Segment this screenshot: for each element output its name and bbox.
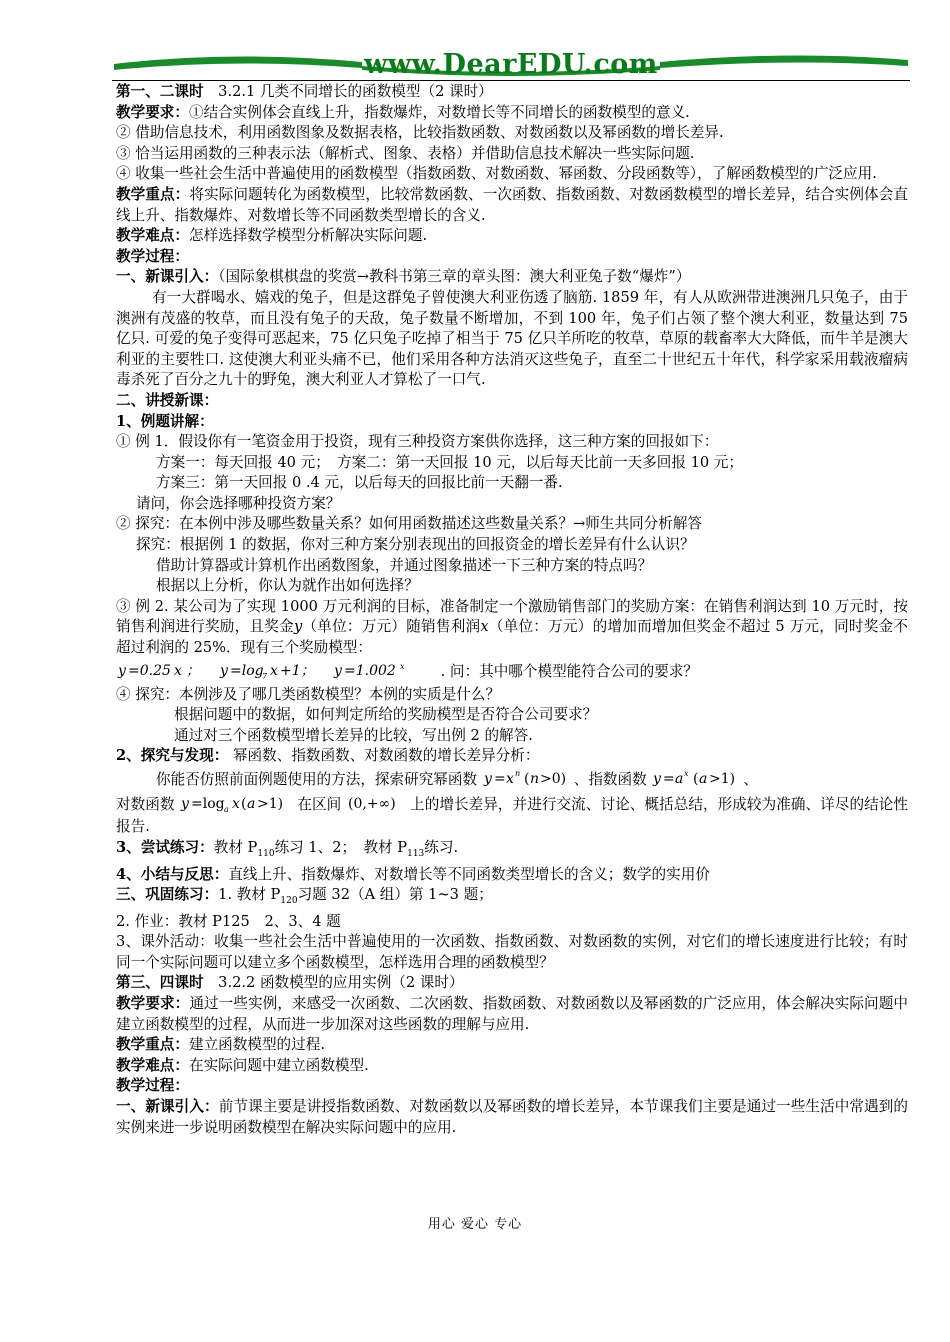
svg-text:y: y (483, 771, 492, 787)
s1-intro: 一、新课引入：（国际象棋棋盘的奖赏→教科书第三章的章头图：澳大利亚兔子数“爆炸”） (116, 268, 691, 286)
explore-4b: 根据问题中的数据，如何判定所给的奖励模型是否符合公司要求？ (174, 706, 598, 724)
site-url: www.DearEDU.com (364, 49, 658, 80)
site-banner (112, 48, 910, 82)
reward-models: y =0.25 x ； y =log 7 x +1； y =1.002 x . 问：其中哪个模型能符合公司的要求？ (118, 661, 699, 680)
s1-key-points: 教学重点：将实际问题转化为函数模型，比较常数函数、一次函数、指数函数、对数函数模型的增长差异，结合实例体会直线上升、指数爆炸、对数增长等不同函数类型增长的含义. (116, 185, 908, 224)
svg-text:x: x (174, 662, 182, 679)
discovery-line1: 你能否仿照前面例题使用的方法，探索研究幂函数 y = x n ( n >0) 、指数函数 y = a x ( a >1) 、 (156, 769, 758, 788)
model-formulas (116, 663, 441, 680)
svg-text:>1): >1) (709, 771, 736, 787)
s1-process: 教学过程： (116, 247, 189, 265)
svg-text:=: = (493, 771, 506, 787)
s2-intro: 一、新课引入：前节课主要是讲授指数函数、对数函数以及幂函数的增长差异，本节课我们主要是通过一些生活中常遇到的实例来进一步说明函数模型在解决实际问题中的应用. (116, 1097, 908, 1136)
s1-req3: ③ 恰当运用函数的三种表示法（解析式、图象、表格）并借助信息技术解决一些实际问题. (116, 144, 695, 162)
explore-4c: 通过对三个函数模型增长差异的比较，写出例 2 的解答. (174, 726, 533, 744)
explore-2d: 根据以上分析，你认为就作出如何选择？ (156, 577, 419, 595)
svg-text:a: a (247, 796, 256, 812)
model-formulas-icon (116, 660, 436, 680)
document-body (116, 82, 908, 1138)
explore-2b: 探究：根据例 1 的数据，你对三种方案分别表现出的回报资金的增长差异有什么认识？ (136, 536, 695, 554)
page-footer: 用心 爱心 专心 (427, 1217, 523, 1232)
svg-text:>0): >0) (539, 771, 566, 787)
homework: 2. 作业：教材 P125 2、3、4 题 (116, 912, 341, 930)
discovery: 2、探究与发现： 幂函数、指数函数、对数函数的增长差异分析： (116, 747, 540, 765)
svg-text:y: y (181, 796, 190, 812)
explore-4: ④ 探究：本例涉及了哪几类函数模型？本例的实质是什么？ (116, 685, 501, 703)
svg-text:y: y (118, 662, 126, 679)
svg-text:a: a (699, 771, 708, 787)
svg-text:=1.002: =1.002 (344, 662, 396, 679)
s1-requirements: 教学要求：①结合实例体会直线上升，指数爆炸，对数增长等不同增长的函数模型的意义. (116, 103, 690, 121)
svg-text:(: ( (241, 796, 247, 812)
s2-key-points: 教学重点：建立函数模型的过程. (116, 1036, 325, 1054)
svg-text:=log: =log (191, 796, 225, 812)
svg-text:x: x (232, 796, 241, 812)
example1: ① 例 1．假设你有一笔资金用于投资，现有三种投资方案供你选择，这三种方案的回报如下： (116, 433, 719, 451)
s1-examples: 1、例题讲解： (116, 412, 214, 430)
try-exercise: 3、尝试练习：教材 $P_{110}$练习 1、2； 教材 $P_{113}$练习. (116, 839, 459, 859)
svg-text:a: a (675, 771, 684, 787)
svg-text:y: y (334, 662, 342, 679)
explore-2c: 借助计算器或计算机作出函数图象，并通过图象描述一下三种方案的特点吗？ (156, 556, 653, 574)
interval-icon (346, 793, 410, 813)
svg-text:n: n (514, 769, 520, 778)
svg-text:x: x (270, 662, 278, 679)
svg-text:=0.25: =0.25 (128, 662, 171, 679)
section1-title: 第一、二课时 3.2.1 几类不同增长的函数模型（2 课时） (116, 83, 493, 100)
discovery-line2: 对数函数 y =log a x ( a >1) 在区间 (0,+∞) 上的增长差异，并进行交流、讨论、概括总结，形成较为准确、详尽的结论性报告. (116, 793, 908, 838)
explore-2: ② 探究：在本例中涉及哪些数量关系？如何用函数描述这些数量关系？→师生共同分析解答 (116, 515, 703, 533)
svg-text:y: y (653, 771, 662, 787)
svg-text:=log: =log (230, 662, 264, 679)
s1-difficulty: 教学难点：怎样选择数学模型分析解决实际问题. (116, 227, 428, 245)
svg-text:x: x (400, 661, 405, 671)
log-function-icon (179, 793, 297, 813)
question: 请问，你会选择哪种投资方案？ (136, 494, 341, 512)
header-rule (112, 80, 910, 81)
svg-text:x: x (684, 769, 689, 778)
activity: 3、课外活动：收集一些社会生活中普遍使用的一次函数、指数函数、对数函数的实例，对它们的增长速度进行比较；有时同一个实际问题可以建立多个函数模型，怎样选用合理的函数模型？ (116, 933, 908, 971)
s2-requirements: 教学要求：通过一些实例，来感受一次函数、二次函数、指数函数、对数函数以及幂函数的广泛应用，体会解决实际问题中建立函数模型的过程，从而进一步加深对这些函数的理解与应用. (116, 994, 908, 1033)
plans-1-2: 方案一：每天回报 40 元； 方案二：第一天回报 10 元，以后每天比前一天多回报 10 元； (156, 453, 744, 471)
s1-req2: ② 借助信息技术，利用函数图象及数据表格，比较指数函数、对数函数以及幂函数的增长差异. (116, 124, 724, 142)
svg-text:y: y (220, 662, 228, 679)
summary: 4、小结与反思：直线上升、指数爆炸、对数增长等不同函数类型增长的含义；数学的实用价 (116, 865, 710, 883)
svg-text:>1): >1) (257, 796, 284, 812)
svg-text:(: ( (693, 771, 699, 787)
consolidation: 三、巩固练习：1. 教材 $P_{120}$习题 32（A 组）第 1~3 题； (116, 886, 493, 906)
power-function-icon (482, 768, 574, 788)
s2-difficulty: 教学难点：在实际问题中建立函数模型. (116, 1056, 369, 1074)
example2: ③ 例 2. 某公司为了实现 1000 万元利润的目标，准备制定一个激励销售部门的奖励方案：在销售利润达到 10 万元时，按销售利润进行奖励，且奖金y（单位：万元）随销售利润x（单位：万元）的增加而增加但奖金不超过 5 万元，同时奖金不超过利润的 25%．现有三个奖励模型： (116, 597, 908, 657)
s1-new-lesson: 二、讲授新课： (116, 391, 219, 409)
s2-process: 教学过程： (116, 1077, 189, 1095)
svg-text:a: a (224, 805, 230, 813)
rabbit-story: 有一大群喝水、嬉戏的兔子，但是这群兔子曾使澳大利亚伤透了脑筋. 1859 年，有人从欧洲带进澳洲几只兔子，由于澳洲有茂盛的牧草，而且没有兔子的天敌，兔子数量不断增加，不到 100 年，兔子们占领了整个澳大利亚，数量达到 75 亿只. 可爱的兔子变得可恶起来，75 亿只兔子吃掉了相当于 75 亿只羊所吃的牧草，草原的载畜率大大降低，而牛羊是澳大利亚的主要牲口. 这使澳大利亚头痛不已，他们采用各种方法消灭这些兔子，直至二十世纪五十年代，科学家采用载液瘤病毒杀死了百分之九十的野兔，澳大利亚人才算松了一口气. (116, 288, 908, 389)
s1-req4: ④ 收集一些社会生活中普遍使用的函数模型（指数函数、对数函数、幂函数、分段函数等），了解函数模型的广泛应用. (116, 165, 877, 183)
exp-function-icon (651, 768, 743, 788)
section2-title: 第三、四课时 3.2.2 函数模型的应用实例（2 课时） (116, 974, 464, 992)
svg-text:=: = (663, 771, 676, 787)
plan-3: 方案三：第一天回报 0 .4 元，以后每天的回报比前一天翻一番. (156, 474, 563, 492)
svg-text:n: n (529, 771, 539, 787)
svg-text:7: 7 (262, 671, 268, 680)
svg-text:+1；: +1； (280, 662, 315, 679)
svg-text:x: x (505, 771, 514, 787)
svg-text:(0,+∞): (0,+∞) (348, 796, 396, 812)
svg-text:(: ( (523, 771, 530, 787)
svg-text:；: ； (186, 662, 200, 679)
